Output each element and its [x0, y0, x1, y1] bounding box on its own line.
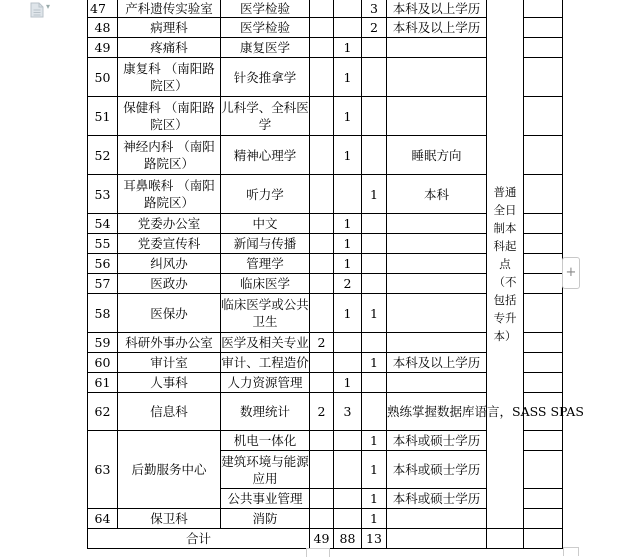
table-body	[88, 0, 584, 549]
total-bachelor-cell: 13	[362, 529, 387, 549]
phd-count-cell	[310, 254, 334, 274]
add-button[interactable]: +	[562, 257, 580, 289]
bachelor-count-cell	[362, 97, 387, 136]
phd-count-cell	[310, 294, 334, 333]
row-number-cell: 54	[88, 214, 118, 234]
major-cell: 临床医学	[221, 274, 310, 294]
remark-cell	[524, 333, 563, 353]
requirement-cell	[387, 274, 487, 294]
remark-cell	[524, 97, 563, 136]
department-cell: 党委办公室	[118, 214, 221, 234]
phd-count-cell	[310, 489, 334, 509]
bachelor-count-cell	[362, 234, 387, 254]
row-number-cell: 58	[88, 294, 118, 333]
major-cell: 听力学	[221, 175, 310, 214]
major-cell: 新闻与传播	[221, 234, 310, 254]
major-cell: 机电一体化	[221, 431, 310, 451]
requirement-cell	[387, 509, 487, 529]
row-number-cell: 59	[88, 333, 118, 353]
phd-count-cell	[310, 136, 334, 175]
major-cell: 管理学	[221, 254, 310, 274]
row-number-cell: 53	[88, 175, 118, 214]
department-cell: 保卫科	[118, 509, 221, 529]
master-count-cell: 1	[334, 97, 362, 136]
requirement-cell	[387, 294, 487, 333]
row-number-cell: 47	[88, 0, 118, 18]
document-icon[interactable]	[30, 2, 44, 18]
department-cell: 信息科	[118, 393, 221, 431]
major-cell: 人力资源管理	[221, 373, 310, 393]
row-number-cell: 61	[88, 373, 118, 393]
department-cell: 疼痛科	[118, 38, 221, 58]
phd-count-cell	[310, 373, 334, 393]
master-count-cell: 1	[334, 234, 362, 254]
major-cell: 消防	[221, 509, 310, 529]
total-education-cell	[487, 529, 524, 549]
bachelor-count-cell: 1	[362, 509, 387, 529]
row-number-cell: 62	[88, 393, 118, 431]
phd-count-cell	[310, 431, 334, 451]
master-count-cell	[334, 0, 362, 18]
department-cell: 审计室	[118, 353, 221, 373]
major-cell: 康复医学	[221, 38, 310, 58]
bachelor-count-cell	[362, 333, 387, 353]
major-cell: 审计、工程造价	[221, 353, 310, 373]
department-cell: 医政办	[118, 274, 221, 294]
master-count-cell	[334, 489, 362, 509]
bachelor-count-cell: 3	[362, 0, 387, 18]
master-count-cell: 1	[334, 136, 362, 175]
major-cell: 精神心理学	[221, 136, 310, 175]
education-note-cell: 普通全日制本科起点（不包括专升本）	[487, 0, 524, 529]
requirement-cell: 本科及以上学历	[387, 353, 487, 373]
phd-count-cell	[310, 175, 334, 214]
major-cell: 针灸推拿学	[221, 58, 310, 97]
requirement-cell	[387, 38, 487, 58]
major-cell: 中文	[221, 214, 310, 234]
requirement-cell: 本科或硕士学历	[387, 431, 487, 451]
master-count-cell	[334, 451, 362, 489]
remark-cell	[524, 274, 563, 294]
department-cell: 后勤服务中心	[118, 431, 221, 509]
phd-count-cell	[310, 451, 334, 489]
total-remark-cell	[524, 529, 563, 549]
department-cell: 神经内科 （南阳路院区）	[118, 136, 221, 175]
bachelor-count-cell: 1	[362, 353, 387, 373]
remark-cell	[524, 214, 563, 234]
remark-cell	[524, 0, 563, 18]
remark-cell	[524, 509, 563, 529]
remark-cell	[524, 431, 563, 451]
bachelor-count-cell	[362, 136, 387, 175]
requirement-cell	[387, 254, 487, 274]
major-cell: 公共事业管理	[221, 489, 310, 509]
row-number-cell: 56	[88, 254, 118, 274]
department-cell: 医保办	[118, 294, 221, 333]
department-cell: 党委宣传科	[118, 234, 221, 254]
requirement-cell	[387, 58, 487, 97]
bachelor-count-cell	[362, 393, 387, 431]
requirement-cell: 本科及以上学历	[387, 18, 487, 38]
master-count-cell: 3	[334, 393, 362, 431]
requirement-cell	[387, 214, 487, 234]
remark-cell	[524, 451, 563, 489]
phd-count-cell: 2	[310, 393, 334, 431]
department-cell: 产科遗传实验室	[118, 0, 221, 18]
master-count-cell	[334, 175, 362, 214]
phd-count-cell	[310, 353, 334, 373]
bachelor-count-cell	[362, 274, 387, 294]
total-label-cell: 合计	[88, 529, 310, 549]
remark-cell	[524, 489, 563, 509]
master-count-cell	[334, 353, 362, 373]
remark-cell	[524, 373, 563, 393]
department-cell: 康复科 （南阳路院区）	[118, 58, 221, 97]
row-number-cell: 63	[88, 431, 118, 509]
bachelor-count-cell	[362, 254, 387, 274]
bachelor-count-cell: 1	[362, 175, 387, 214]
master-count-cell: 1	[334, 294, 362, 333]
row-number-cell: 55	[88, 234, 118, 254]
master-count-cell	[334, 431, 362, 451]
phd-count-cell	[310, 58, 334, 97]
phd-count-cell: 2	[310, 333, 334, 353]
phd-count-cell	[310, 38, 334, 58]
department-cell: 科研外事办公室	[118, 333, 221, 353]
master-count-cell: 1	[334, 214, 362, 234]
major-cell: 数理统计	[221, 393, 310, 431]
master-count-cell: 1	[334, 38, 362, 58]
department-cell: 人事科	[118, 373, 221, 393]
bachelor-count-cell	[362, 38, 387, 58]
bachelor-count-cell: 1	[362, 489, 387, 509]
master-count-cell	[334, 18, 362, 38]
requirement-cell	[387, 97, 487, 136]
remark-cell	[524, 38, 563, 58]
row-number-cell: 52	[88, 136, 118, 175]
bachelor-count-cell	[362, 373, 387, 393]
department-cell: 耳鼻喉科 （南阳路院区）	[118, 175, 221, 214]
master-count-cell: 1	[334, 373, 362, 393]
department-cell: 保健科 （南阳路院区）	[118, 97, 221, 136]
major-cell: 医学检验	[221, 0, 310, 18]
phd-count-cell	[310, 234, 334, 254]
major-cell: 医学及相关专业	[221, 333, 310, 353]
requirement-cell: 本科或硕士学历	[387, 489, 487, 509]
row-number-cell: 57	[88, 274, 118, 294]
major-cell: 建筑环境与能源应用	[221, 451, 310, 489]
master-count-cell	[334, 509, 362, 529]
total-phd-cell: 49	[310, 529, 334, 549]
row-number-cell: 50	[88, 58, 118, 97]
remark-cell	[524, 234, 563, 254]
bachelor-count-cell: 2	[362, 18, 387, 38]
phd-count-cell	[310, 18, 334, 38]
requirement-cell	[387, 234, 487, 254]
total-row	[88, 529, 563, 549]
requirement-cell	[387, 373, 487, 393]
phd-count-cell	[310, 214, 334, 234]
requirement-cell: 熟练掌握数据库语言，SASS SPAS	[387, 393, 487, 431]
phd-count-cell	[310, 509, 334, 529]
master-count-cell: 1	[334, 58, 362, 97]
remark-cell	[524, 254, 563, 274]
resize-handle[interactable]	[563, 547, 579, 556]
requirement-cell: 本科	[387, 175, 487, 214]
row-number-cell: 64	[88, 509, 118, 529]
bachelor-count-cell	[362, 58, 387, 97]
remark-cell	[524, 353, 563, 373]
requirement-cell: 本科或硕士学历	[387, 451, 487, 489]
remark-cell	[524, 294, 563, 333]
master-count-cell	[334, 333, 362, 353]
row-number-cell: 49	[88, 38, 118, 58]
bachelor-count-cell: 1	[362, 451, 387, 489]
row-number-cell: 48	[88, 18, 118, 38]
master-count-cell: 2	[334, 274, 362, 294]
phd-count-cell	[310, 0, 334, 18]
row-number-cell: 60	[88, 353, 118, 373]
department-cell: 病理科	[118, 18, 221, 38]
row-number-cell: 51	[88, 97, 118, 136]
table-row	[88, 0, 563, 18]
remark-cell	[524, 18, 563, 38]
recruitment-table	[87, 0, 584, 549]
phd-count-cell	[310, 274, 334, 294]
master-count-cell: 1	[334, 254, 362, 274]
remark-cell	[524, 58, 563, 97]
requirement-cell: 本科及以上学历	[387, 0, 487, 18]
chevron-down-icon[interactable]: ▾	[46, 2, 51, 11]
remark-cell	[524, 136, 563, 175]
major-cell: 医学检验	[221, 18, 310, 38]
requirement-cell: 睡眠方向	[387, 136, 487, 175]
department-cell: 纠风办	[118, 254, 221, 274]
bachelor-count-cell: 1	[362, 294, 387, 333]
total-master-cell: 88	[334, 529, 362, 549]
remark-cell	[524, 175, 563, 214]
major-cell: 儿科学、全科医学	[221, 97, 310, 136]
major-cell: 临床医学或公共卫生	[221, 294, 310, 333]
bachelor-count-cell: 1	[362, 431, 387, 451]
requirement-cell	[387, 333, 487, 353]
phd-count-cell	[310, 97, 334, 136]
bachelor-count-cell	[362, 214, 387, 234]
total-requirement-cell	[387, 529, 487, 549]
scrollbar-handle[interactable]	[306, 548, 330, 557]
